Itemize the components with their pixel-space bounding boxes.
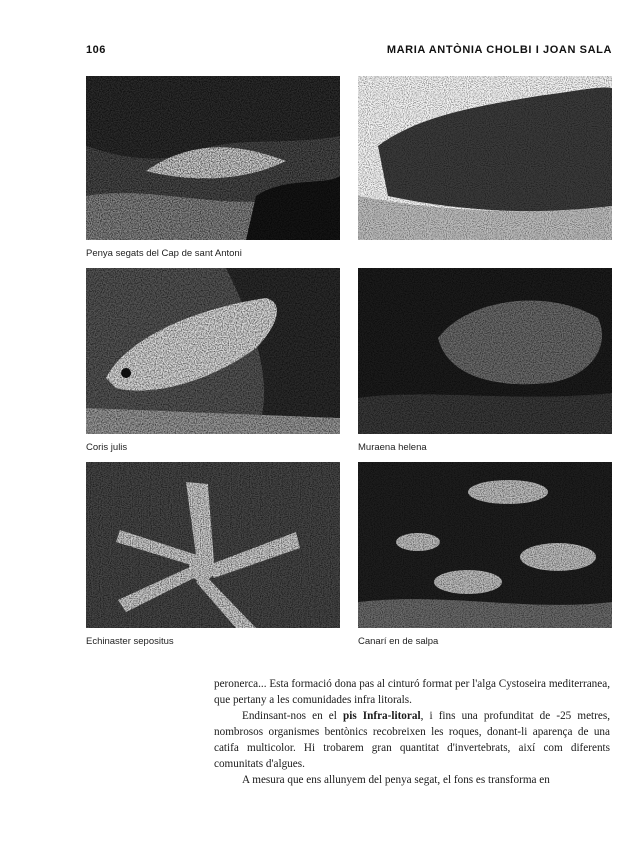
paragraph-1: peronerca... Esta formació dona pas al cinturó format per l'alga Cystoseira mediterranea, que pertany a les comunidades infra litorals. (214, 678, 610, 706)
photo-muraena-helena (358, 268, 612, 434)
running-header-authors: MARIA ANTÒNIA CHOLBI I JOAN SALA (386, 44, 612, 56)
caption-salpa-school: Canarí en de salpa (358, 636, 439, 647)
body-text (214, 676, 610, 788)
caption-cliffs: Penya segats del Cap de sant Antoni (86, 248, 242, 259)
photo-salpa-school (358, 462, 612, 628)
caption-echinaster-sepositus: Echinaster sepositus (86, 636, 174, 647)
caption-muraena-helena: Muraena helena (358, 442, 427, 453)
photo-echinaster-sepositus (86, 462, 340, 628)
photo-cliffs (86, 76, 340, 240)
caption-coris-julis: Coris julis (86, 442, 128, 453)
photo-coris-julis (86, 268, 340, 434)
term-infralittoral: pis Infra-litoral (342, 710, 421, 722)
photo-rocky-coast (358, 76, 612, 240)
paragraph-3: A mesura que ens allunyem del penya segat, el fons es transforma en (242, 774, 550, 786)
paragraph-2: Endinsant-nos en el pis Infra-litoral, i fins una profunditat de -25 metres, nombrosos organismes bentònics recobreixen les roques, donant-li aparença de una catifa multicolor. Hi trobarem gran quantitat d'invertebrats, així com diferents comunitats d'algues. (214, 710, 610, 770)
page-number: 106 (86, 44, 106, 56)
